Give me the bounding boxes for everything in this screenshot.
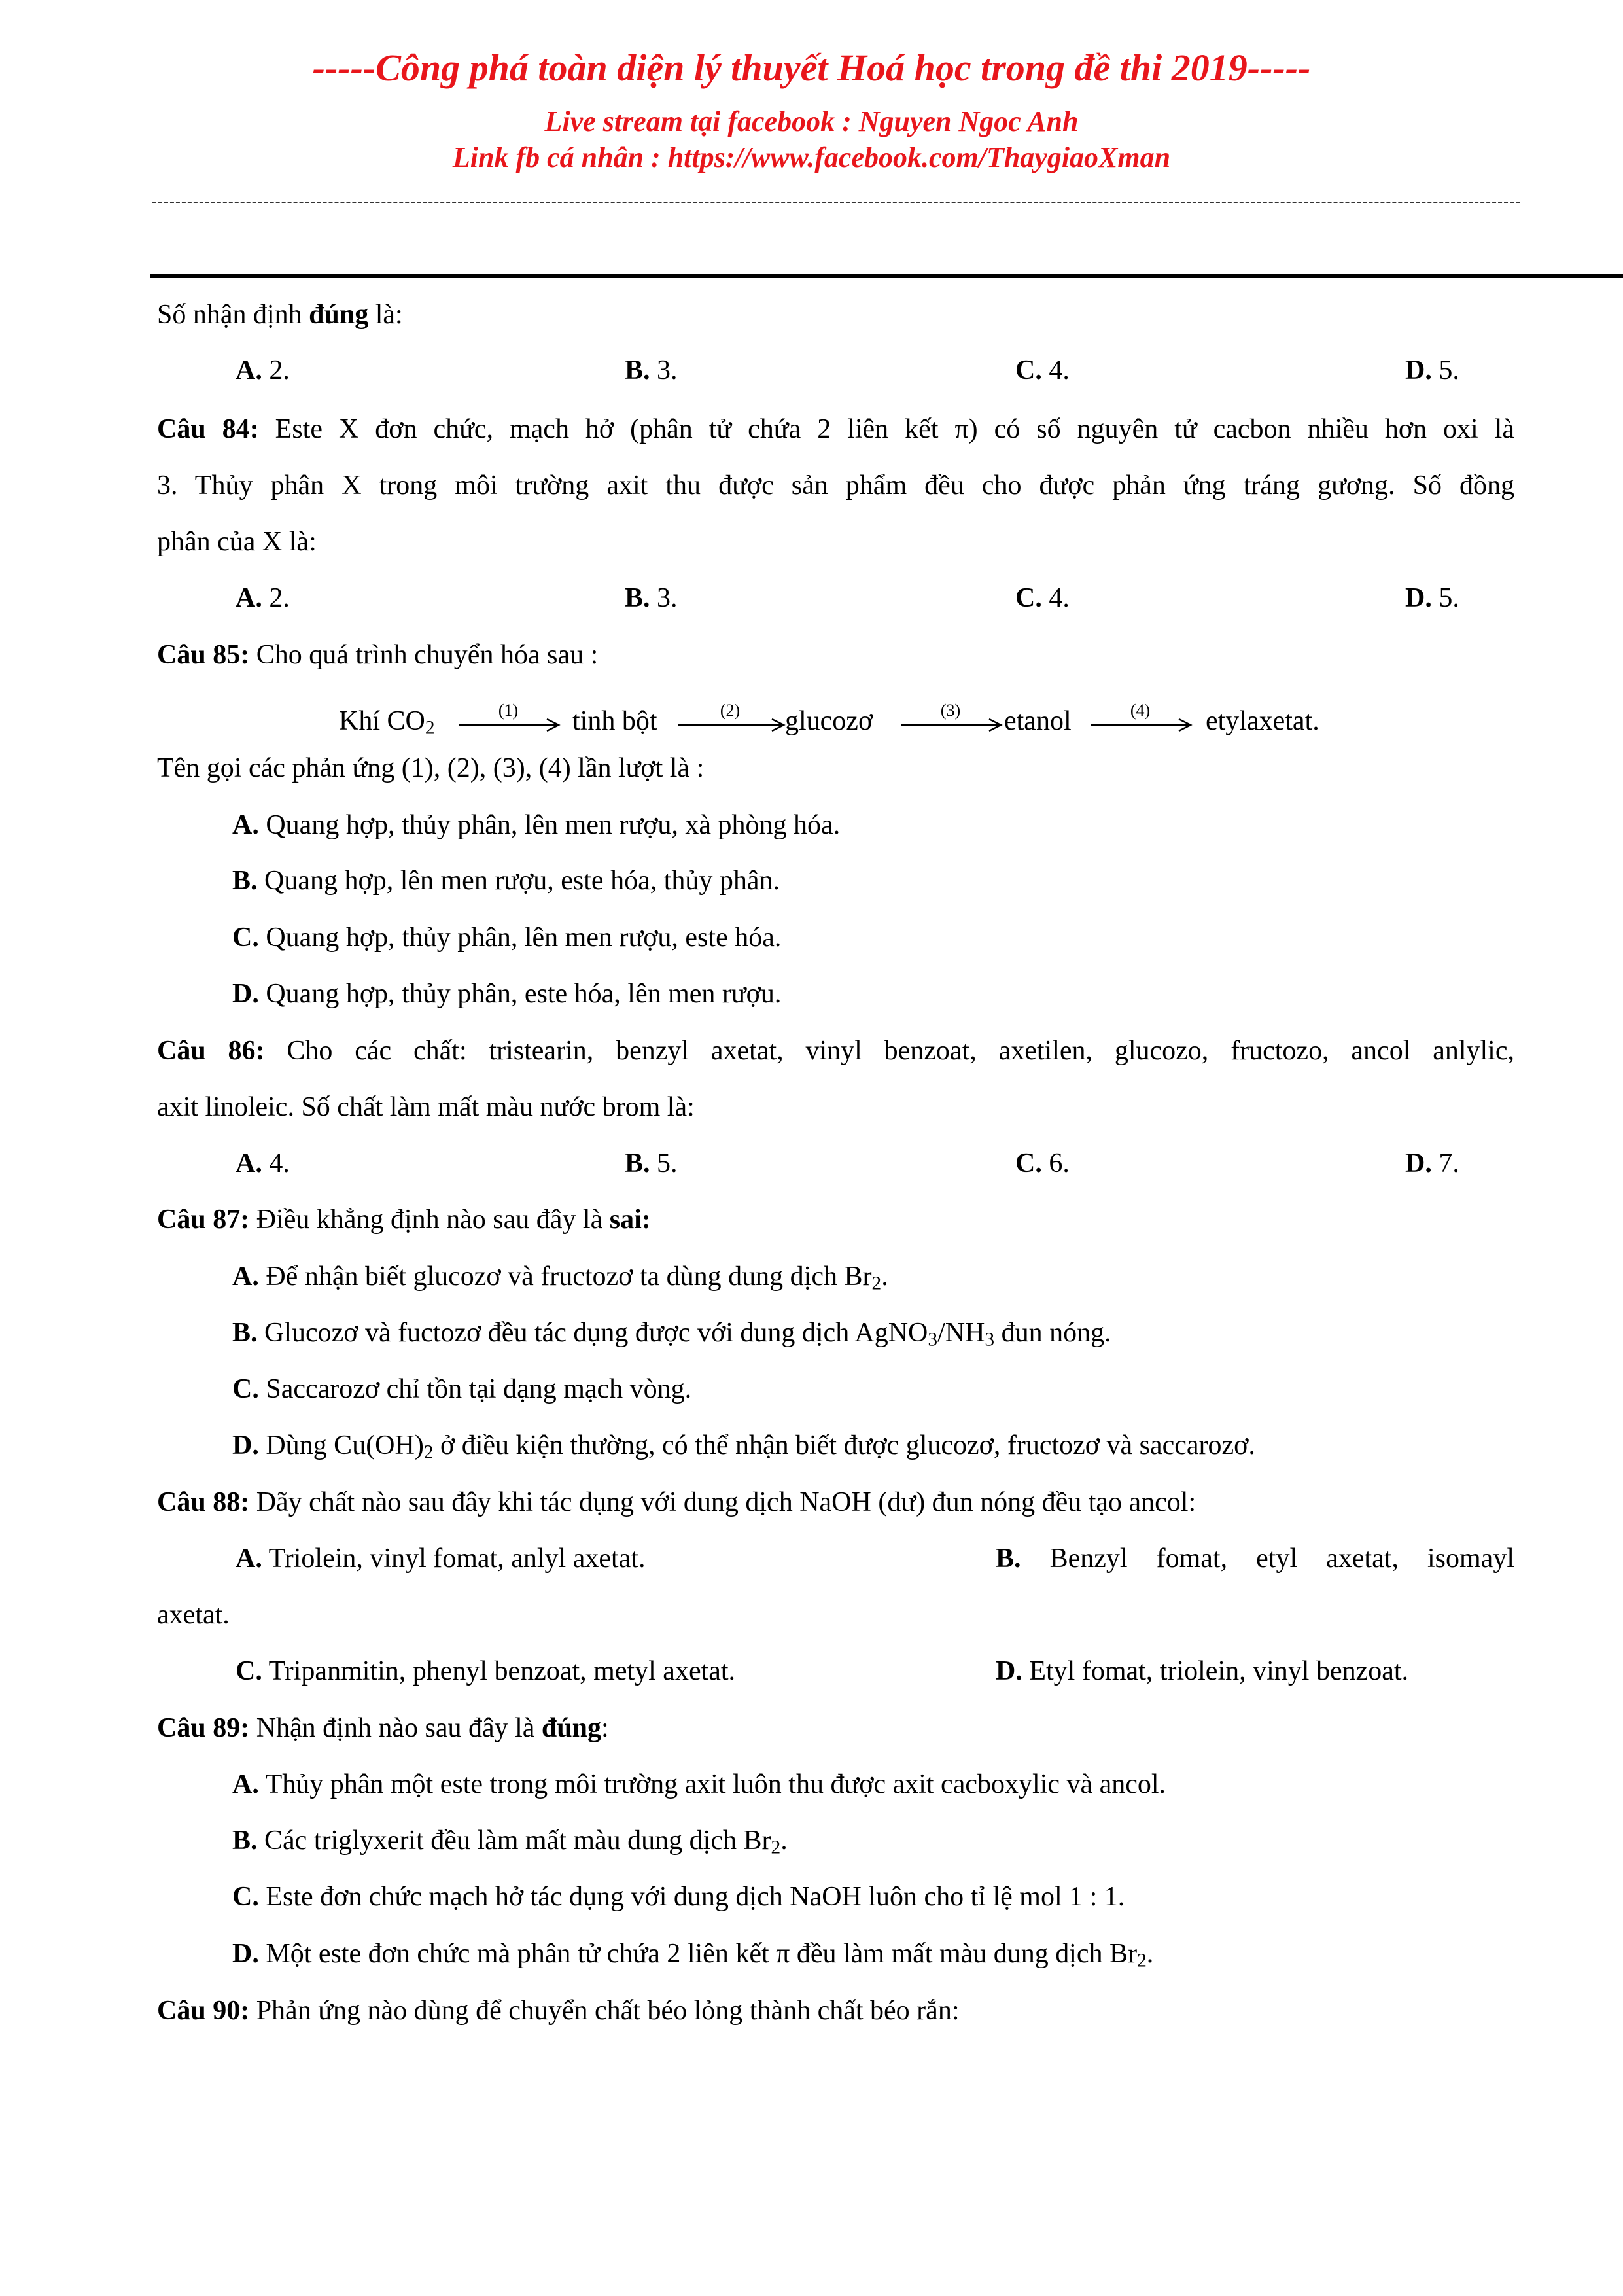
- q85-option-c[interactable]: C. Quang hợp, thủy phân, lên men rượu, este hóa.: [232, 923, 782, 953]
- q88-option-c[interactable]: C. Tripanmitin, phenyl benzoat, metyl axetat.: [236, 1656, 736, 1686]
- q88-stem: Câu 88: Dãy chất nào sau đây khi tác dụng với dung dịch NaOH (dư) đun nóng đều tạo ancol:: [157, 1487, 1196, 1517]
- q87-option-b[interactable]: B. Glucozơ và fuctozơ đều tác dụng được với dung dịch $AgNO_3/NH_3$ đun nóng.: [232, 1318, 1111, 1351]
- scheme-product-2: glucozơ: [785, 706, 873, 736]
- dashed-divider: [152, 202, 1520, 203]
- q89-option-c[interactable]: C. Este đơn chức mạch hở tác dụng với dung dịch NaOH luôn cho tỉ lệ mol 1 : 1.: [232, 1882, 1125, 1912]
- q85-option-b[interactable]: B. Quang hợp, lên men rượu, este hóa, thủy phân.: [232, 866, 780, 896]
- q86-option-d[interactable]: D. 7.: [1405, 1148, 1459, 1178]
- q87-option-a[interactable]: A. Để nhận biết glucozơ và fructozơ ta dùng dung dịch $Br_2$.: [232, 1262, 888, 1294]
- q88-option-b[interactable]: B. Benzyl fomat, etyl axetat, isomayl: [996, 1544, 1514, 1574]
- q88-option-b-continued[interactable]: axetat.: [157, 1600, 230, 1630]
- q86-option-b[interactable]: B. 5.: [625, 1148, 678, 1178]
- prev-question-stem: Số nhận định đúng là:: [157, 300, 403, 330]
- q87-stem: Câu 87: Điều khẳng định nào sau đây là sai:: [157, 1205, 651, 1235]
- q88-option-d[interactable]: D. Etyl fomat, triolein, vinyl benzoat.: [996, 1656, 1409, 1686]
- prev-option-d[interactable]: D. 5.: [1405, 355, 1459, 385]
- q84-stem-line1: Câu 84: Este X đơn chức, mạch hở (phân tử chứa 2 liên kết π) có số nguyên tử cacbon nhiều hơn oxi là: [157, 414, 1514, 444]
- document-title: -----Công phá toàn diện lý thuyết Hoá học trong đề thi 2019-----: [312, 46, 1311, 89]
- livestream-line: Live stream tại facebook : Nguyen Ngoc Anh: [544, 105, 1079, 137]
- q87-option-d[interactable]: D. Dùng $Cu(OH)_2$ ở điều kiện thường, có thể nhận biết được glucozơ, fructozơ và saccarozơ.: [232, 1430, 1255, 1463]
- q86-stem-line2: axit linoleic. Số chất làm mất màu nước brom là:: [157, 1092, 695, 1122]
- scheme-product-4: etylaxetat.: [1206, 706, 1319, 736]
- q89-option-b[interactable]: B. Các triglyxerit đều làm mất màu dung dịch $Br_2$.: [232, 1826, 788, 1858]
- step-label-2: (2): [720, 701, 741, 720]
- q87-option-c[interactable]: C. Saccarozơ chỉ tồn tại dạng mạch vòng.: [232, 1374, 692, 1404]
- q85-reaction-scheme: [0, 699, 1623, 745]
- prev-option-b[interactable]: B. 3.: [625, 355, 678, 385]
- scheme-product-1: tinh bột: [572, 706, 657, 736]
- step-label-4: (4): [1130, 701, 1151, 720]
- q84-option-a[interactable]: A. 2.: [236, 583, 290, 613]
- q84-option-d[interactable]: D. 5.: [1405, 583, 1459, 613]
- q84-option-b[interactable]: B. 3.: [625, 583, 678, 613]
- step-label-3: (3): [940, 701, 961, 720]
- q89-stem: Câu 89: Nhận định nào sau đây là đúng:: [157, 1713, 609, 1743]
- q86-stem-line1: Câu 86: Cho các chất: tristearin, benzyl axetat, vinyl benzoat, axetilen, glucozo, fructozo, ancol anlylic,: [157, 1036, 1514, 1066]
- q89-option-d[interactable]: D. Một este đơn chức mà phân tử chứa 2 liên kết π đều làm mất màu dung dịch $Br_2$.: [232, 1939, 1154, 1971]
- q85-option-a[interactable]: A. Quang hợp, thủy phân, lên men rượu, xà phòng hóa.: [232, 810, 841, 840]
- facebook-link[interactable]: Link fb cá nhân : https://www.facebook.com/ThaygiaoXman: [452, 141, 1171, 173]
- prev-option-c[interactable]: C. 4.: [1015, 355, 1070, 385]
- q86-option-a[interactable]: A. 4.: [236, 1148, 290, 1178]
- q84-stem-line2: 3. Thủy phân X trong môi trường axit thu được sản phẩm đều cho được phản ứng tráng gương. Số đồng: [157, 470, 1514, 501]
- scheme-start: Khí $CO_2$: [339, 706, 435, 739]
- q89-option-a[interactable]: A. Thủy phân một este trong môi trường axit luôn thu được axit cacboxylic và ancol.: [232, 1769, 1166, 1799]
- q88-option-a[interactable]: A. Triolein, vinyl fomat, anlyl axetat.: [236, 1544, 646, 1574]
- q84-option-c[interactable]: C. 4.: [1015, 583, 1070, 613]
- q86-option-c[interactable]: C. 6.: [1015, 1148, 1070, 1178]
- step-label-1: (1): [498, 701, 519, 720]
- q90-stem: Câu 90: Phản ứng nào dùng để chuyển chất béo lỏng thành chất béo rắn:: [157, 1996, 960, 2026]
- header-rule: [150, 274, 1623, 278]
- q85-question: Tên gọi các phản ứng (1), (2), (3), (4) lần lượt là :: [157, 753, 705, 783]
- scheme-product-3: etanol: [1004, 706, 1072, 736]
- q84-stem-line3: phân của X là:: [157, 527, 317, 557]
- q85-stem: Câu 85: Cho quá trình chuyển hóa sau :: [157, 640, 599, 670]
- prev-option-a[interactable]: A. 2.: [236, 355, 290, 385]
- q85-option-d[interactable]: D. Quang hợp, thủy phân, este hóa, lên men rượu.: [232, 979, 782, 1009]
